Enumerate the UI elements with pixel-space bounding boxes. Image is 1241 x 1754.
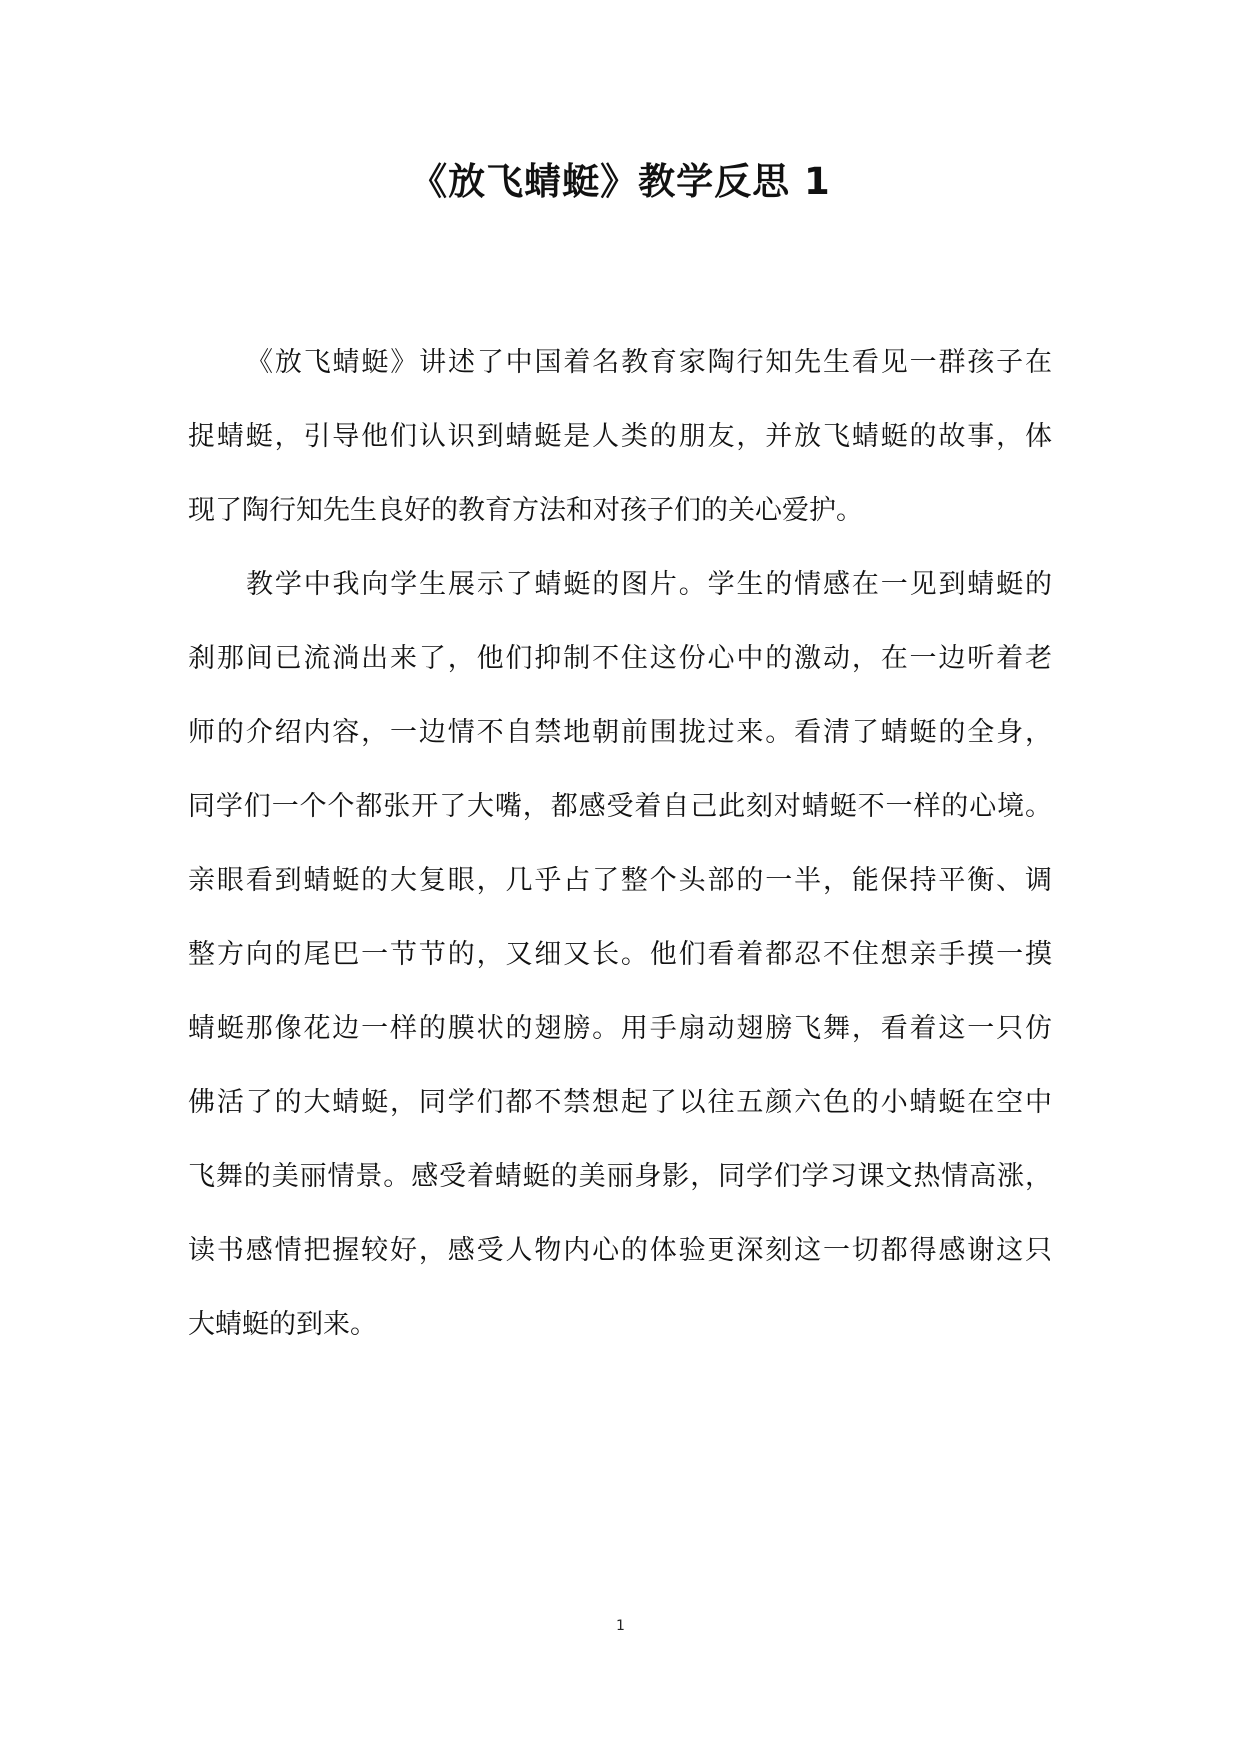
text-line: 读书感情把握较好，感受人物内心的体验更深刻这一切都得感谢这只 [188, 1235, 1052, 1266]
page-number: 1 [616, 1618, 625, 1634]
text-line: 教学中我向学生展示了蜻蜓的图片。学生的情感在一见到蜻蜓的 [246, 569, 1052, 600]
text-line: 蜻蜓那像花边一样的膜状的翅膀。用手扇动翅膀飞舞，看着这一只仿 [188, 1013, 1052, 1044]
text-line: 佛活了的大蜻蜓，同学们都不禁想起了以往五颜六色的小蜻蜓在空中 [188, 1087, 1052, 1118]
text-line: 师的介绍内容，一边情不自禁地朝前围拢过来。看清了蜻蜓的全身， [188, 717, 1052, 748]
paragraph-1 [188, 326, 1052, 548]
document-title: 《放飞蜻蜓》教学反思 1 [410, 160, 831, 203]
text-line: 现了陶行知先生良好的教育方法和对孩子们的关心爱护。 [188, 495, 863, 526]
text-line: 捉蜻蜓，引导他们认识到蜻蜓是人类的朋友，并放飞蜻蜓的故事，体 [188, 421, 1052, 452]
text-line: 刹那间已流淌出来了，他们抑制不住这份心中的激动，在一边听着老 [188, 643, 1052, 674]
text-line: 亲眼看到蜻蜓的大复眼，几乎占了整个头部的一半，能保持平衡、调 [188, 865, 1052, 896]
text-line: 同学们一个个都张开了大嘴，都感受着自己此刻对蜻蜓不一样的心境。 [188, 791, 1052, 822]
paragraph-2 [188, 548, 1052, 1362]
text-line: 飞舞的美丽情景。感受着蜻蜓的美丽身影，同学们学习课文热情高涨， [188, 1161, 1052, 1192]
text-line: 《放飞蜻蜓》讲述了中国着名教育家陶行知先生看见一群孩子在 [246, 347, 1052, 378]
text-line: 整方向的尾巴一节节的，又细又长。他们看着都忍不住想亲手摸一摸 [188, 939, 1052, 970]
document-body [188, 326, 1052, 1362]
text-line: 大蜻蜓的到来。 [188, 1309, 377, 1340]
